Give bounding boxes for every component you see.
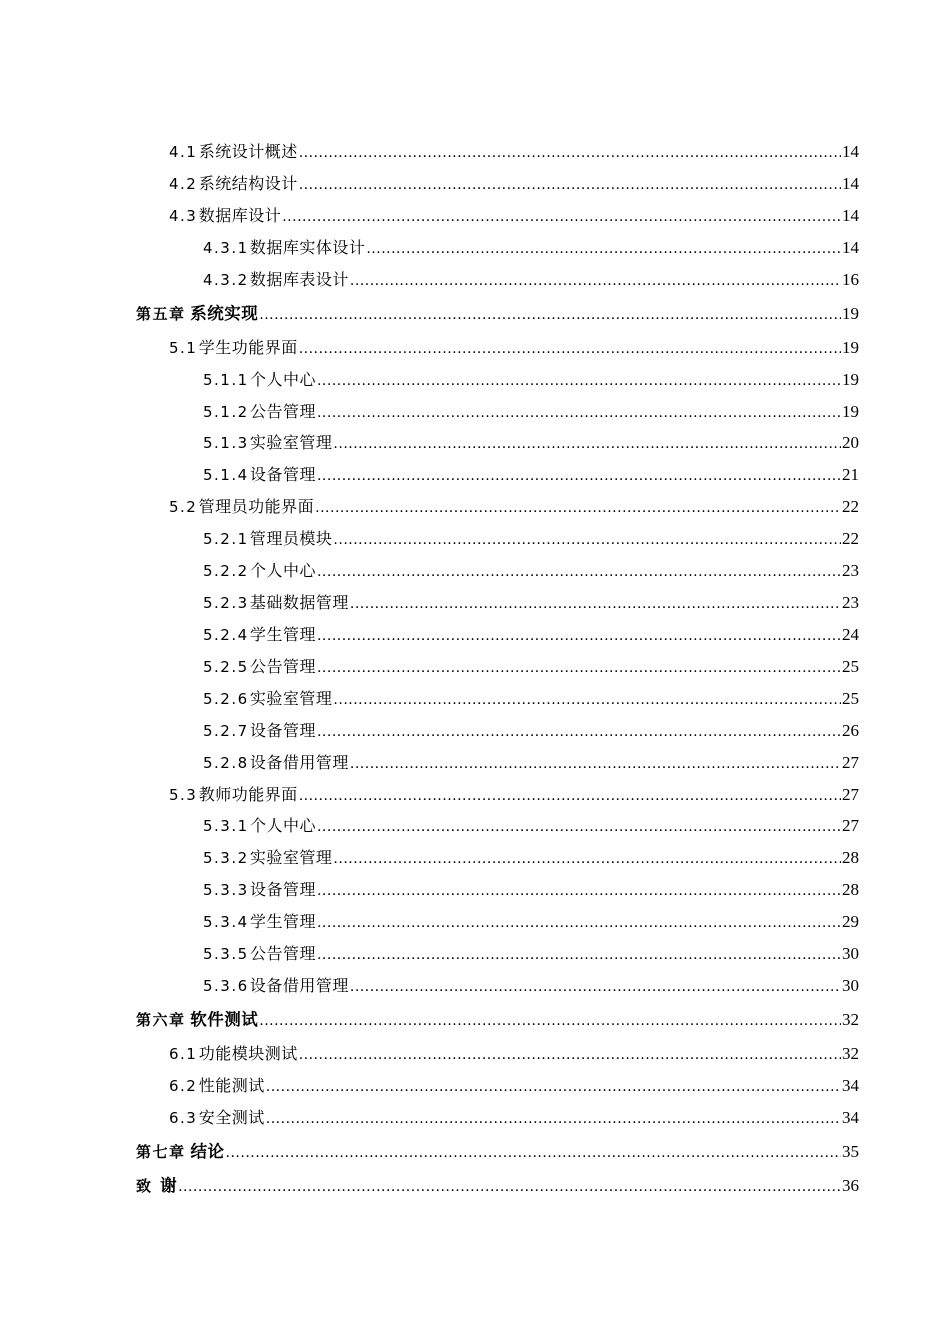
toc-entry[interactable] [203,657,859,677]
toc-entry-number: 6.2 [169,1077,198,1095]
dot-leader [317,374,841,388]
dot-leader [266,1112,841,1126]
toc-entry-page: 27 [842,753,859,772]
toc-entry-title: 学生管理 [249,625,316,644]
dot-leader [317,661,841,675]
toc-entry[interactable] [203,976,859,996]
toc-entry-title: 软件测试 [190,1010,259,1029]
toc-entry-number: 5.2.2 [203,562,249,580]
dot-leader [259,1014,841,1028]
toc-entry[interactable] [203,402,859,422]
toc-entry-number: 6.3 [169,1109,198,1127]
dot-leader [282,210,841,224]
toc-entry-title: 功能模块测试 [198,1044,298,1063]
toc-entry-title: 设备管理 [249,465,316,484]
dot-leader [299,146,841,160]
toc-entry-number: 5.3.6 [203,977,249,995]
toc-entry-number: 4.3.1 [203,239,249,257]
toc-entry-page: 19 [842,338,859,357]
dot-leader [317,820,841,834]
dot-leader [317,565,841,579]
toc-entry-title: 个人中心 [249,561,316,580]
toc-entry[interactable] [203,912,859,932]
toc-entry-number: 5.2.4 [203,626,249,644]
toc-entry-page: 26 [842,721,859,740]
toc-entry-title: 谢 [160,1176,178,1195]
toc-entry[interactable] [169,1044,859,1064]
toc-entry-page: 16 [842,270,859,289]
toc-entry-page: 32 [842,1044,859,1063]
toc-entry-title: 安全测试 [198,1108,265,1127]
toc-entry-number: 5.3 [169,786,198,804]
toc-entry-title: 公告管理 [249,944,316,963]
toc-entry-page: 25 [842,657,859,676]
toc-entry[interactable] [136,304,859,324]
toc-entry-number: 5.2.8 [203,754,249,772]
toc-entry-title: 学生管理 [249,912,316,931]
dot-leader [317,469,841,483]
toc-entry[interactable] [203,753,859,773]
toc-entry[interactable] [203,816,859,836]
dot-leader [350,274,841,288]
toc-entry[interactable] [169,142,859,162]
toc-entry-title: 系统实现 [190,304,259,323]
toc-entry-title: 实验室管理 [249,689,333,708]
toc-entry-number: 致 [136,1177,153,1195]
toc-entry[interactable] [203,529,859,549]
toc-entry[interactable] [203,370,859,390]
toc-entry-page: 28 [842,848,859,867]
toc-entry-title: 基础数据管理 [249,593,349,612]
toc-entry-page: 28 [842,880,859,899]
toc-entry-title: 个人中心 [249,816,316,835]
toc-entry-page: 23 [842,593,859,612]
dot-leader [350,757,841,771]
dot-leader [350,980,841,994]
toc-entry[interactable] [169,338,859,358]
toc-entry[interactable] [136,1010,859,1030]
dot-leader [317,406,841,420]
toc-entry-number: 4.3.2 [203,271,249,289]
toc-entry-number: 5.2.6 [203,690,249,708]
toc-entry[interactable] [169,174,859,194]
toc-entry-title: 数据库表设计 [249,270,349,289]
toc-entry-number: 5.1.3 [203,434,249,452]
toc-entry-page: 22 [842,497,859,516]
toc-entry-title: 实验室管理 [249,433,333,452]
dot-leader [317,629,841,643]
toc-entry[interactable] [203,848,859,868]
toc-entry-page: 20 [842,433,859,452]
toc-entry-number: 第五章 [136,305,186,323]
toc-entry[interactable] [203,561,859,581]
dot-leader [333,693,841,707]
toc-entry-page: 36 [842,1176,859,1195]
toc-entry[interactable] [203,465,859,485]
toc-entry-number: 6.1 [169,1045,198,1063]
toc-entry[interactable] [169,497,859,517]
toc-entry-number: 5.1 [169,339,198,357]
toc-entry-number: 5.3.1 [203,817,249,835]
dot-leader [366,242,841,256]
toc-entry-number: 第七章 [136,1143,186,1161]
toc-entry-page: 24 [842,625,859,644]
toc-entry-page: 21 [842,465,859,484]
toc-entry-title: 实验室管理 [249,848,333,867]
toc-entry[interactable] [203,721,859,741]
toc-entry-number: 5.2.1 [203,530,249,548]
toc-entry-page: 29 [842,912,859,931]
toc-entry-title: 设备管理 [249,880,316,899]
toc-entry-title: 系统结构设计 [198,174,298,193]
dot-leader [315,501,841,515]
toc-entry-page: 34 [842,1076,859,1095]
toc-entry-title: 教师功能界面 [198,785,298,804]
toc-entry-page: 23 [842,561,859,580]
dot-leader [333,852,841,866]
toc-entry-number: 5.3.4 [203,913,249,931]
toc-entry-title: 管理员模块 [249,529,333,548]
toc-entry[interactable] [169,1108,859,1128]
toc-entry-page: 27 [842,816,859,835]
toc-entry-number: 5.2 [169,498,198,516]
toc-entry-title: 结论 [190,1142,225,1161]
toc-entry-number: 5.3.5 [203,945,249,963]
toc-entry-page: 14 [842,238,859,257]
toc-entry-page: 25 [842,689,859,708]
toc-entry[interactable] [169,1076,859,1096]
toc-entry-title: 公告管理 [249,402,316,421]
toc-entry-title: 设备管理 [249,721,316,740]
dot-leader [178,1180,841,1194]
toc-entry-page: 30 [842,976,859,995]
toc-entry[interactable] [169,206,859,226]
toc-entry[interactable] [136,1176,859,1196]
toc-entry-number: 第六章 [136,1011,186,1029]
toc-entry-page: 19 [842,402,859,421]
toc-entry-number: 5.2.5 [203,658,249,676]
dot-leader [299,342,841,356]
dot-leader [333,437,841,451]
dot-leader [317,884,841,898]
dot-leader [299,1048,841,1062]
toc-entry-title: 公告管理 [249,657,316,676]
toc-entry-number: 4.3 [169,207,198,225]
toc-entry-page: 22 [842,529,859,548]
dot-leader [266,1080,841,1094]
dot-leader [333,533,841,547]
toc-entry[interactable] [203,880,859,900]
toc-entry-title: 学生功能界面 [198,338,298,357]
toc-entry-title: 性能测试 [198,1076,265,1095]
toc-entry[interactable] [203,944,859,964]
toc-entry-page: 27 [842,785,859,804]
dot-leader [317,948,841,962]
toc-entry[interactable] [203,270,859,290]
toc-entry-page: 19 [842,304,859,323]
toc-entry-title: 设备借用管理 [249,753,349,772]
toc-entry[interactable] [203,689,859,709]
toc-entry-title: 数据库设计 [198,206,282,225]
toc-entry-page: 14 [842,142,859,161]
toc-entry-page: 30 [842,944,859,963]
toc-entry-number: 5.1.4 [203,466,249,484]
toc-entry-number: 4.2 [169,175,198,193]
toc-entry-number: 5.1.2 [203,403,249,421]
toc-entry-number: 5.1.1 [203,371,249,389]
dot-leader [317,725,841,739]
toc-entry-title: 设备借用管理 [249,976,349,995]
toc-entry-number: 5.3.2 [203,849,249,867]
toc-entry-page: 14 [842,206,859,225]
toc-entry[interactable] [203,625,859,645]
toc-entry[interactable] [169,785,859,805]
toc-entry-title: 管理员功能界面 [198,497,315,516]
toc-entry-page: 14 [842,174,859,193]
toc-entry-number: 5.2.3 [203,594,249,612]
toc-entry[interactable] [203,238,859,258]
dot-leader [350,597,841,611]
toc-entry-title: 系统设计概述 [198,142,298,161]
dot-leader [317,916,841,930]
toc-entry-page: 34 [842,1108,859,1127]
dot-leader [299,178,841,192]
toc-entry-number: 5.2.7 [203,722,249,740]
toc-entry-page: 35 [842,1142,859,1161]
toc-entry-title: 数据库实体设计 [249,238,366,257]
toc-entry[interactable] [136,1142,859,1162]
toc-entry-title: 个人中心 [249,370,316,389]
toc-entry[interactable] [203,593,859,613]
toc-entry-number: 4.1 [169,143,198,161]
dot-leader [259,308,841,322]
toc-entry-number: 5.3.3 [203,881,249,899]
toc-entry-page: 32 [842,1010,859,1029]
dot-leader [226,1146,841,1160]
dot-leader [299,789,841,803]
toc-entry[interactable] [203,433,859,453]
toc-entry-page: 19 [842,370,859,389]
